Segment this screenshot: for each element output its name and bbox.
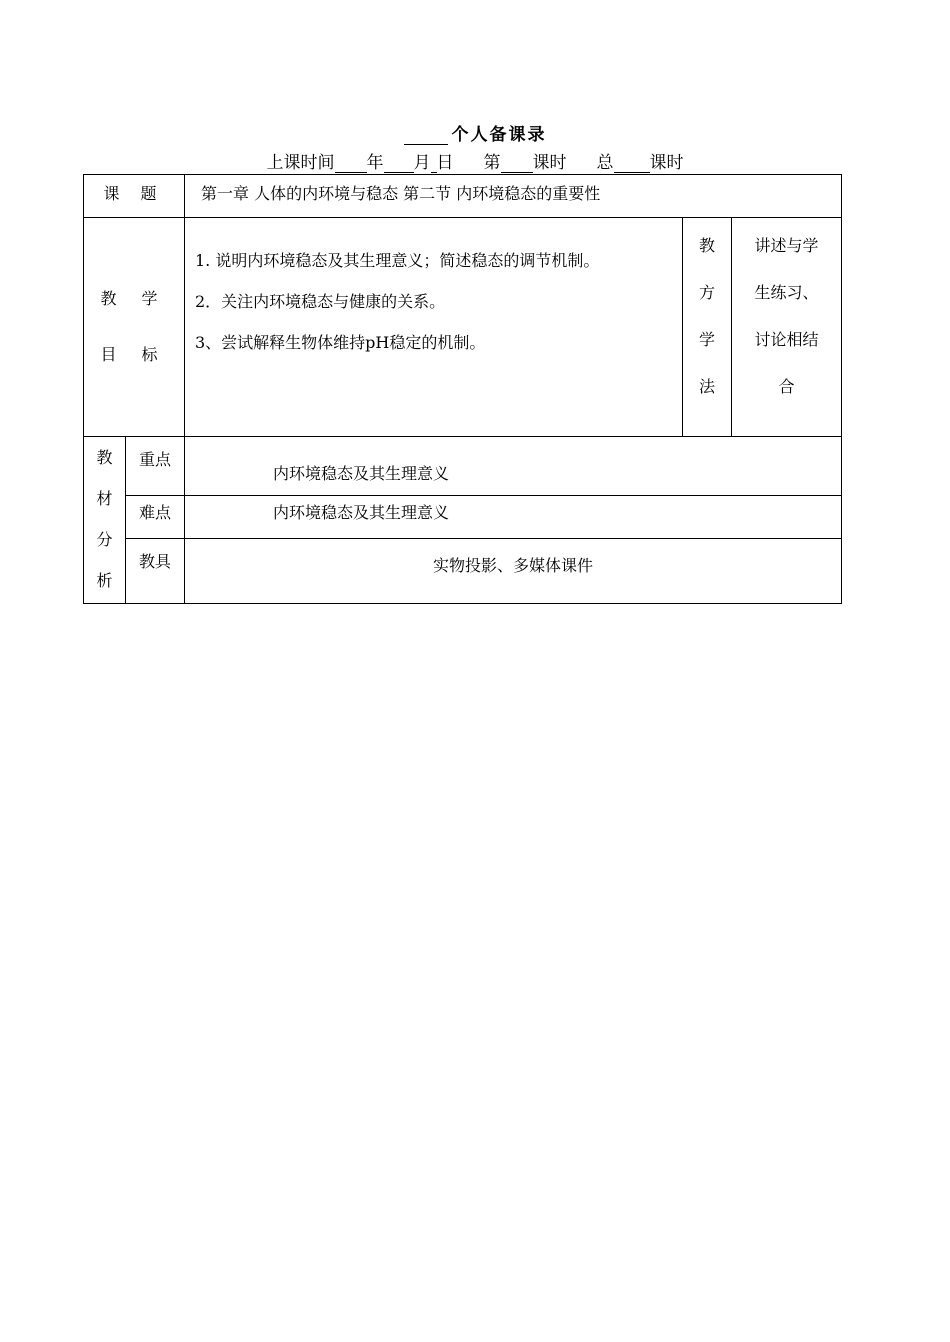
difficulty-value: 内环境稳态及其生理意义 bbox=[185, 496, 842, 539]
key-point-value: 内环境稳态及其生理意义 bbox=[185, 437, 842, 496]
goals-label-line1: 教 学 bbox=[100, 289, 168, 308]
tools-label: 教具 bbox=[126, 539, 185, 604]
total-prefix: 总 bbox=[596, 153, 614, 173]
goals-row bbox=[84, 218, 842, 437]
analysis-label: 教 材 分 析 bbox=[84, 437, 126, 604]
page-title bbox=[0, 120, 950, 145]
time-label: 上课时间 bbox=[266, 153, 335, 173]
page-title-text: 个人备课录 bbox=[451, 125, 547, 145]
method-value: 讲述与学 生练习、 讨论相结 合 bbox=[732, 218, 842, 437]
schedule-line bbox=[0, 148, 950, 173]
lesson-plan-table bbox=[83, 174, 842, 604]
lesson-suffix: 课时 bbox=[532, 153, 567, 173]
name-blank bbox=[404, 128, 448, 145]
tools-value: 实物投影、多媒体课件 bbox=[185, 539, 842, 604]
difficulty-label: 难点 bbox=[126, 496, 185, 539]
month-blank bbox=[384, 156, 414, 173]
lesson-prefix: 第 bbox=[483, 153, 501, 173]
total-blank bbox=[614, 156, 650, 173]
goal-item: 3、尝试解释生物体维持pH稳定的机制。 bbox=[195, 333, 486, 352]
day-label: 日 bbox=[436, 153, 454, 173]
method-label: 教 方 学 法 bbox=[683, 218, 732, 437]
total-suffix: 课时 bbox=[649, 153, 684, 173]
goal-item: 1. 说明内环境稳态及其生理意义；简述稳态的调节机制。 bbox=[195, 251, 600, 270]
topic-value: 第一章 人体的内环境与稳态 第二节 内环境稳态的重要性 bbox=[185, 175, 842, 218]
goals-label bbox=[84, 218, 185, 437]
difficulty-row bbox=[84, 496, 842, 539]
key-point-row bbox=[84, 437, 842, 496]
month-label: 月 bbox=[413, 153, 431, 173]
goals-list bbox=[185, 218, 683, 437]
topic-label: 课 题 bbox=[84, 175, 185, 218]
topic-row bbox=[84, 175, 842, 218]
goal-item: 2．关注内环境稳态与健康的关系。 bbox=[195, 292, 446, 311]
goals-label-line2: 目 标 bbox=[100, 345, 168, 364]
tools-row bbox=[84, 539, 842, 604]
lesson-blank bbox=[501, 156, 533, 173]
year-blank bbox=[335, 156, 367, 173]
year-label: 年 bbox=[366, 153, 384, 173]
key-point-label: 重点 bbox=[126, 437, 185, 496]
